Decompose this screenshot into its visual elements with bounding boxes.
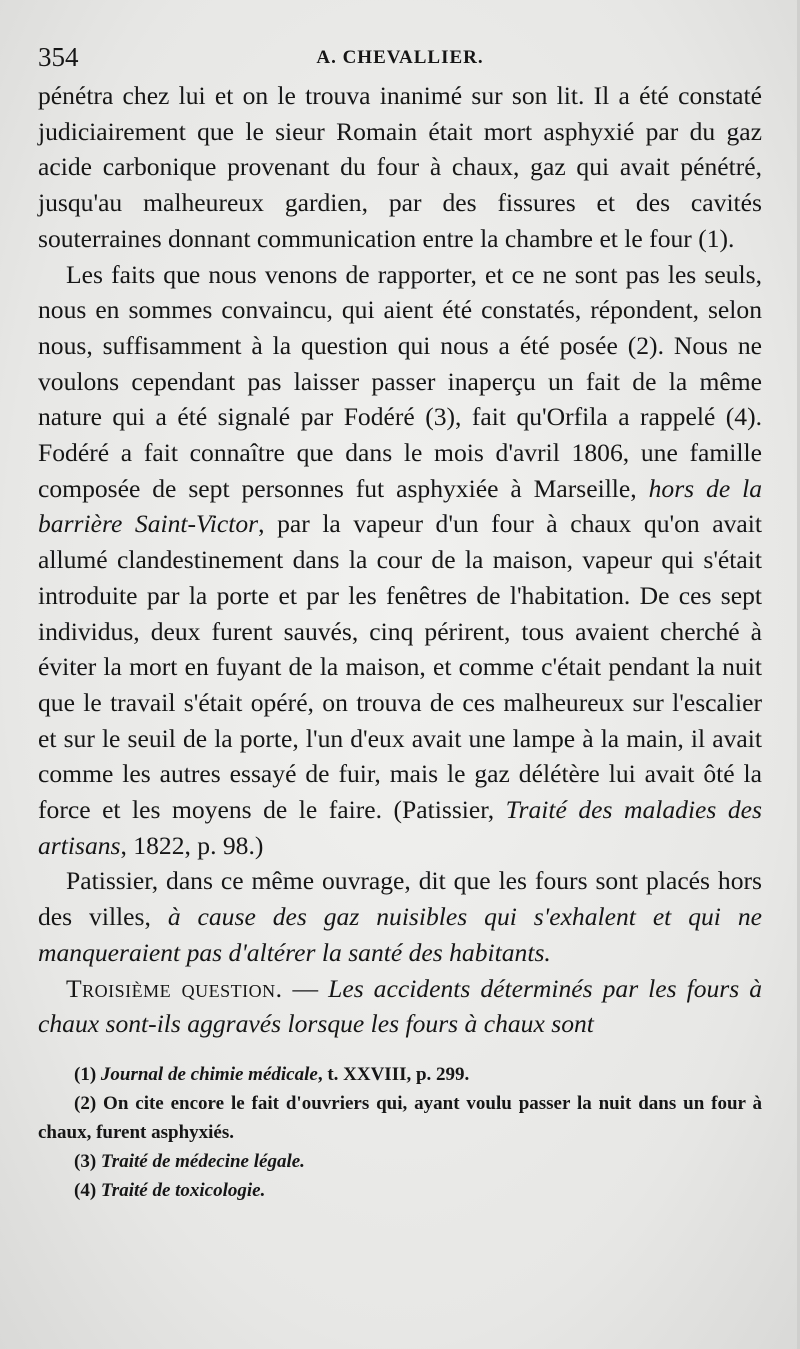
paragraph-1: pénétra chez lui et on le trouva inanimé sur son lit. Il a été constaté judiciairement que le sieur Romain était mort asphyxié par du gaz acide carbonique provenant du four à chaux, gaz qui avait pénétré, jusqu'au malheureux gardien, par des fissures et des cavités souterraines donnant communication entre la chambre et le four (1). (38, 81, 762, 253)
paragraph-2-text-a: Les faits que nous venons de rapporter, et ce ne sont pas les seuls, nous en sommes convaincu, qui aient été constatés, répondent, selon nous, suffisamment à la question qui nous a été posée (2). Nous ne voulons cependant pas laisser passer inaperçu un fait de la même nature qui a été signalé par Fodéré (3), fait qu'Orfila a rappelé (4). Fodéré a fait connaître que dans le mois d'avril 1806, une famille composée de sept personnes fut asphyxiée à Marseille, (38, 259, 762, 503)
paragraph-3-italic: à cause des gaz nuisibles qui s'exhalent et qui ne manqueraient pas d'altérer la santé des habitants. (38, 902, 762, 967)
footnote-1 (38, 1060, 762, 1089)
page-header (38, 38, 762, 78)
footnotes (38, 1060, 762, 1205)
footnote-2 (38, 1089, 762, 1147)
footnote-4-number: (4) (74, 1179, 97, 1201)
footnote-4-title: Traité de toxicologie. (100, 1179, 266, 1201)
footnote-4 (38, 1176, 762, 1205)
paragraph-3-text: Patissier, dans ce même ouvrage, dit que les fours sont placés hors des villes, (38, 866, 762, 932)
footnote-3-title: Traité de médecine légale. (100, 1150, 305, 1172)
footnote-1-number: (1) (74, 1063, 97, 1085)
paragraph-2 (38, 257, 762, 864)
footnote-3-number: (3) (74, 1150, 97, 1172)
question-text: Les accidents déterminés par les fours à chaux sont-ils aggravés lorsque les fours à chaux sont (38, 973, 763, 1039)
paragraph-2-italic-title: Traité des maladies des artisans (38, 795, 762, 860)
question-dash: — (282, 973, 329, 1003)
paragraph-4 (38, 971, 762, 1042)
footnote-2-number: (2) (74, 1092, 97, 1114)
paragraph-2-text-c: , 1822, p. 98.) (120, 830, 264, 860)
footnote-3 (38, 1147, 762, 1176)
paragraph-3 (38, 863, 762, 970)
footnote-1-rest: , t. XXVIII, p. 299. (317, 1063, 470, 1085)
footnote-1-title: Journal de chimie médicale (100, 1063, 318, 1085)
question-label: Troisième question. (66, 973, 283, 1003)
running-head: A. CHEVALLIER. (316, 47, 484, 68)
footnote-2-text: On cite encore le fait d'ouvriers qui, ayant voulu passer la nuit dans un four à chaux, furent asphyxiés. (38, 1092, 763, 1143)
body-text (38, 78, 762, 1042)
paragraph-2-text-b: , par la vapeur d'un four à chaux qu'on avait allumé clandestinement dans la cour de la maison, vapeur qui s'était introduite par la porte et par les fenêtres de l'habitation. De ces sept individus, deux furent sauvés, cinq périrent, tous avaient cherché à éviter la mort en fuyant de la maison, et comme c'était pendant la nuit que le travail s'était opéré, on trouva de ces malheureux sur l'escalier et sur le seuil de la porte, l'un d'eux avait une lampe à la main, il avait comme les autres essayé de fuir, mais le gaz délétère lui avait ôté la force et les moyens de le faire. (Patissier, (38, 509, 762, 825)
paragraph-2-italic-place: hors de la barrière Saint-Victor (38, 473, 763, 539)
page-number: 354 (38, 42, 79, 72)
